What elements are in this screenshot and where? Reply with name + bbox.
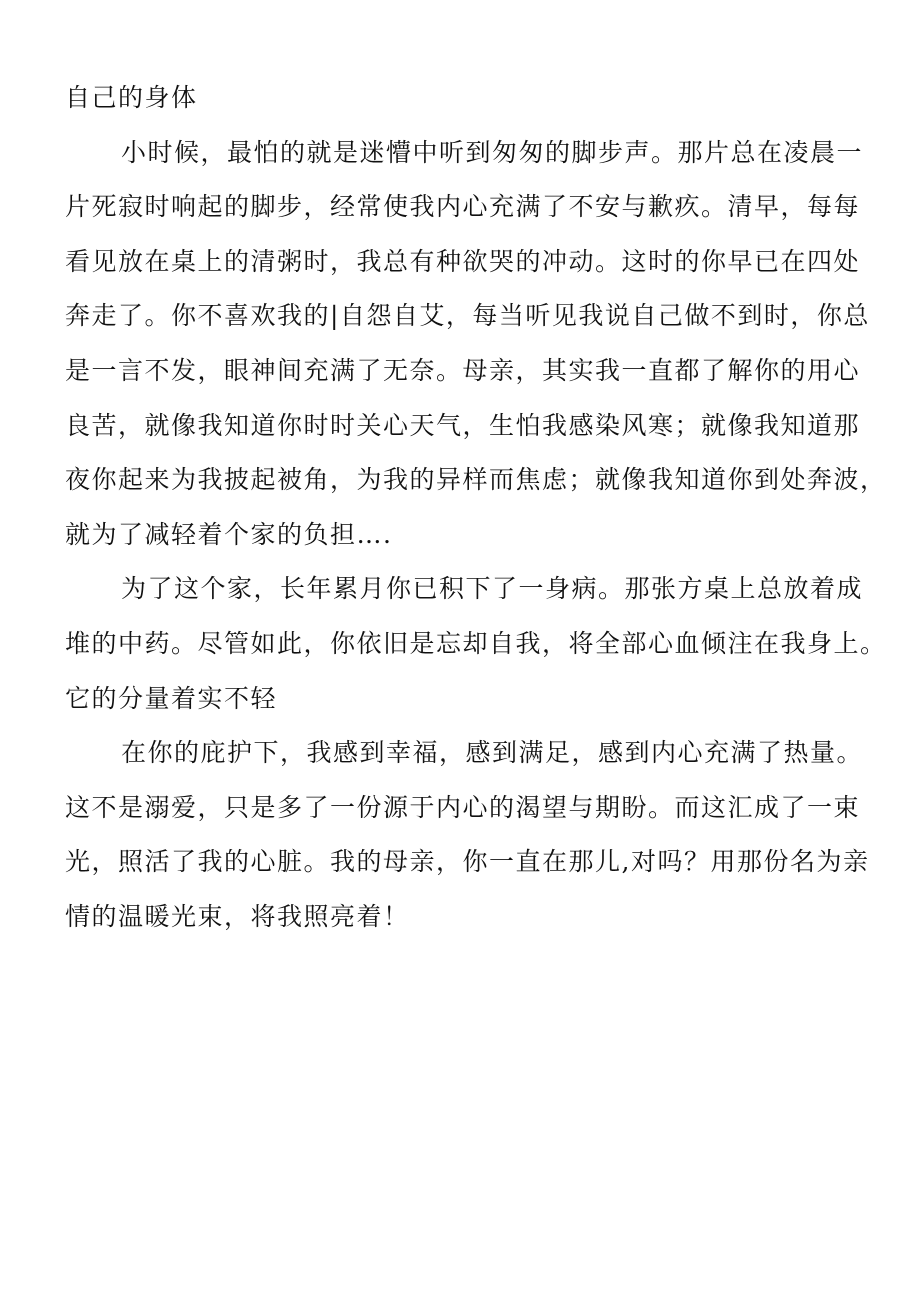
text-line: 情的温暖光束，将我照亮着！ — [65, 901, 410, 931]
text-line: 奔走了。你不喜欢我的|自怨自艾，每当听见我说自己做不到时，你总 — [65, 301, 870, 331]
text-line: 是一言不发，眼神间充满了无奈。母亲，其实我一直都了解你的用心 — [65, 355, 861, 385]
text-line: 小时候，最怕的就是迷懵中听到匆匆的脚步声。那片总在凌晨一 — [121, 137, 864, 167]
essay-body — [65, 71, 887, 945]
text-line: 片死寂时响起的脚步，经常使我内心充满了不安与歉疚。清早，每每 — [65, 192, 861, 222]
text-line: 夜你起来为我披起被角，为我的异样而焦虑；就像我知道你到处奔波， — [65, 465, 887, 495]
text-line: 这不是溺爱，只是多了一份源于内心的渴望与期盼。而这汇成了一束 — [65, 792, 861, 822]
text-line: 良苦，就像我知道你时时关心天气，生怕我感染风寒；就像我知道那 — [65, 410, 861, 440]
text-line: 堆的中药。尽管如此，你依旧是忘却自我，将全部心血倾注在我身上。 — [65, 628, 887, 658]
text-line: 自己的身体 — [65, 83, 198, 112]
text-line: 就为了减轻着个家的负担…. — [65, 519, 393, 549]
text-line: 光，照活了我的心脏。我的母亲，你一直在那儿,对吗？用那份名为亲 — [65, 847, 870, 877]
text-line: 看见放在桌上的清粥时，我总有种欲哭的冲动。这时的你早已在四处 — [65, 246, 861, 276]
text-line: 为了这个家，长年累月你已积下了一身病。那张方桌上总放着成 — [121, 574, 864, 604]
text-line: 在你的庇护下，我感到幸福，感到满足，感到内心充满了热量。 — [121, 738, 864, 768]
text-line: 它的分量着实不轻 — [65, 683, 278, 713]
